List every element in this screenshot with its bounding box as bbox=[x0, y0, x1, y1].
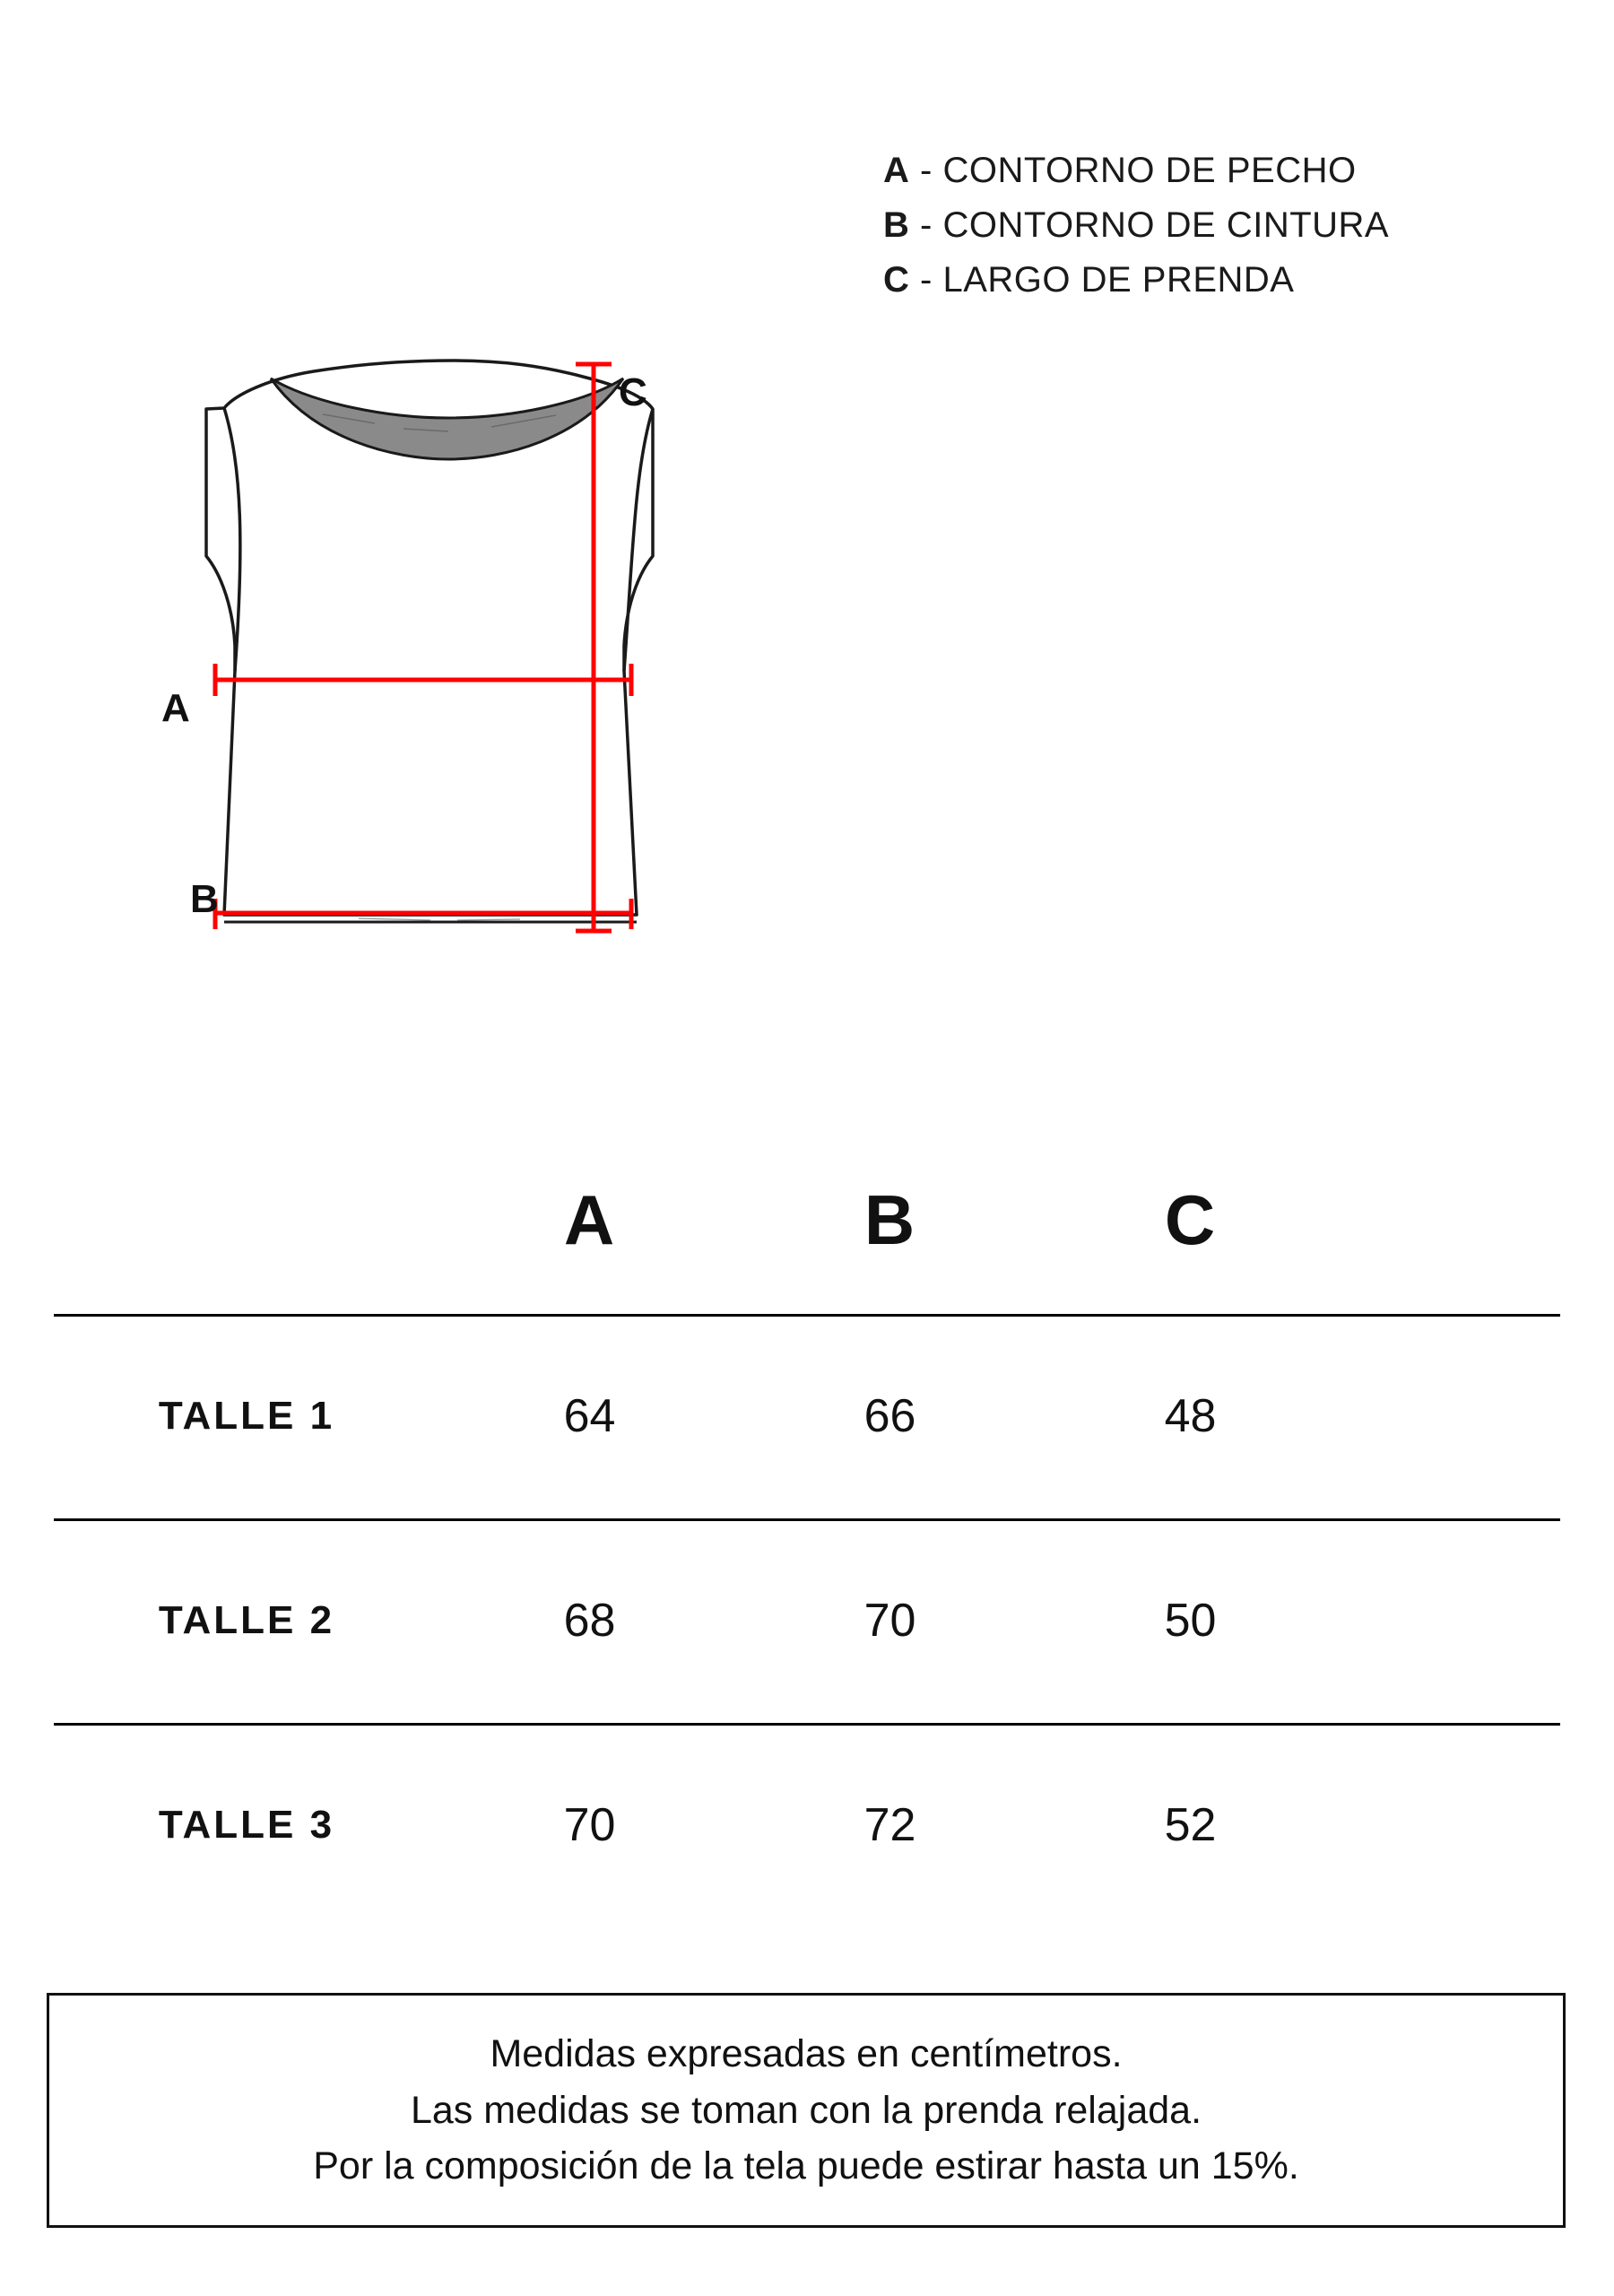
cell-talle-2-trailing bbox=[1341, 1518, 1560, 1723]
header-cell-b: B bbox=[863, 1179, 916, 1259]
cell-talle-2-c: 50 bbox=[1164, 1595, 1217, 1647]
cell-talle-1-c: 48 bbox=[1164, 1390, 1217, 1442]
measurement-legend bbox=[883, 144, 1565, 307]
cell-talle-2-b: 70 bbox=[863, 1595, 916, 1647]
table-row bbox=[54, 1518, 1560, 1723]
garment-diagram bbox=[134, 341, 780, 1085]
legend-key-b: B bbox=[883, 204, 910, 245]
legend-key-c: C bbox=[883, 259, 910, 300]
legend-item bbox=[883, 253, 1565, 308]
header-cell-empty bbox=[54, 1126, 439, 1314]
cell-talle-3-a: 70 bbox=[563, 1799, 616, 1851]
note-line-3: Por la composición de la tela puede estirar hasta un 15%. bbox=[313, 2144, 1299, 2188]
diagram-label-b: B bbox=[190, 877, 219, 921]
header-cell-a: A bbox=[563, 1179, 616, 1259]
garment-illustration-svg bbox=[134, 341, 780, 1085]
table-row bbox=[54, 1723, 1560, 1927]
cell-talle-3-c: 52 bbox=[1164, 1799, 1217, 1851]
diagram-label-a: A bbox=[161, 686, 190, 730]
cell-talle-3-b: 72 bbox=[863, 1799, 916, 1851]
legend-text-b: - CONTORNO DE CINTURA bbox=[920, 204, 1390, 245]
legend-item bbox=[883, 144, 1565, 198]
row-label-talle-3: TALLE 3 bbox=[158, 1803, 335, 1847]
note-line-1: Medidas expresadas en centímetros. bbox=[490, 2032, 1123, 2076]
cell-talle-1-trailing bbox=[1341, 1314, 1560, 1518]
cell-talle-2-a: 68 bbox=[563, 1595, 616, 1647]
table-divider bbox=[54, 1518, 1560, 1521]
note-line-2: Las medidas se toman con la prenda relajada. bbox=[410, 2088, 1202, 2132]
header-cell-c: C bbox=[1164, 1179, 1217, 1259]
table-header-row bbox=[54, 1126, 1560, 1314]
legend-key-a: A bbox=[883, 151, 910, 190]
legend-text-a: - CONTORNO DE PECHO bbox=[920, 151, 1357, 190]
diagram-label-c: C bbox=[619, 370, 647, 414]
row-label-talle-1: TALLE 1 bbox=[158, 1394, 335, 1438]
table-divider bbox=[54, 1314, 1560, 1317]
hem-texture bbox=[359, 918, 520, 920]
header-cell-trailing bbox=[1341, 1126, 1560, 1314]
cell-talle-1-a: 64 bbox=[563, 1390, 616, 1442]
notes-box bbox=[47, 1993, 1566, 2228]
table-divider bbox=[54, 1723, 1560, 1726]
cell-talle-3-trailing bbox=[1341, 1723, 1560, 1927]
size-table bbox=[54, 1126, 1560, 1951]
table-row bbox=[54, 1314, 1560, 1518]
cell-talle-1-b: 66 bbox=[863, 1390, 916, 1442]
legend-item bbox=[883, 198, 1565, 253]
legend-text-c: - LARGO DE PRENDA bbox=[920, 259, 1295, 300]
row-label-talle-2: TALLE 2 bbox=[158, 1598, 335, 1642]
